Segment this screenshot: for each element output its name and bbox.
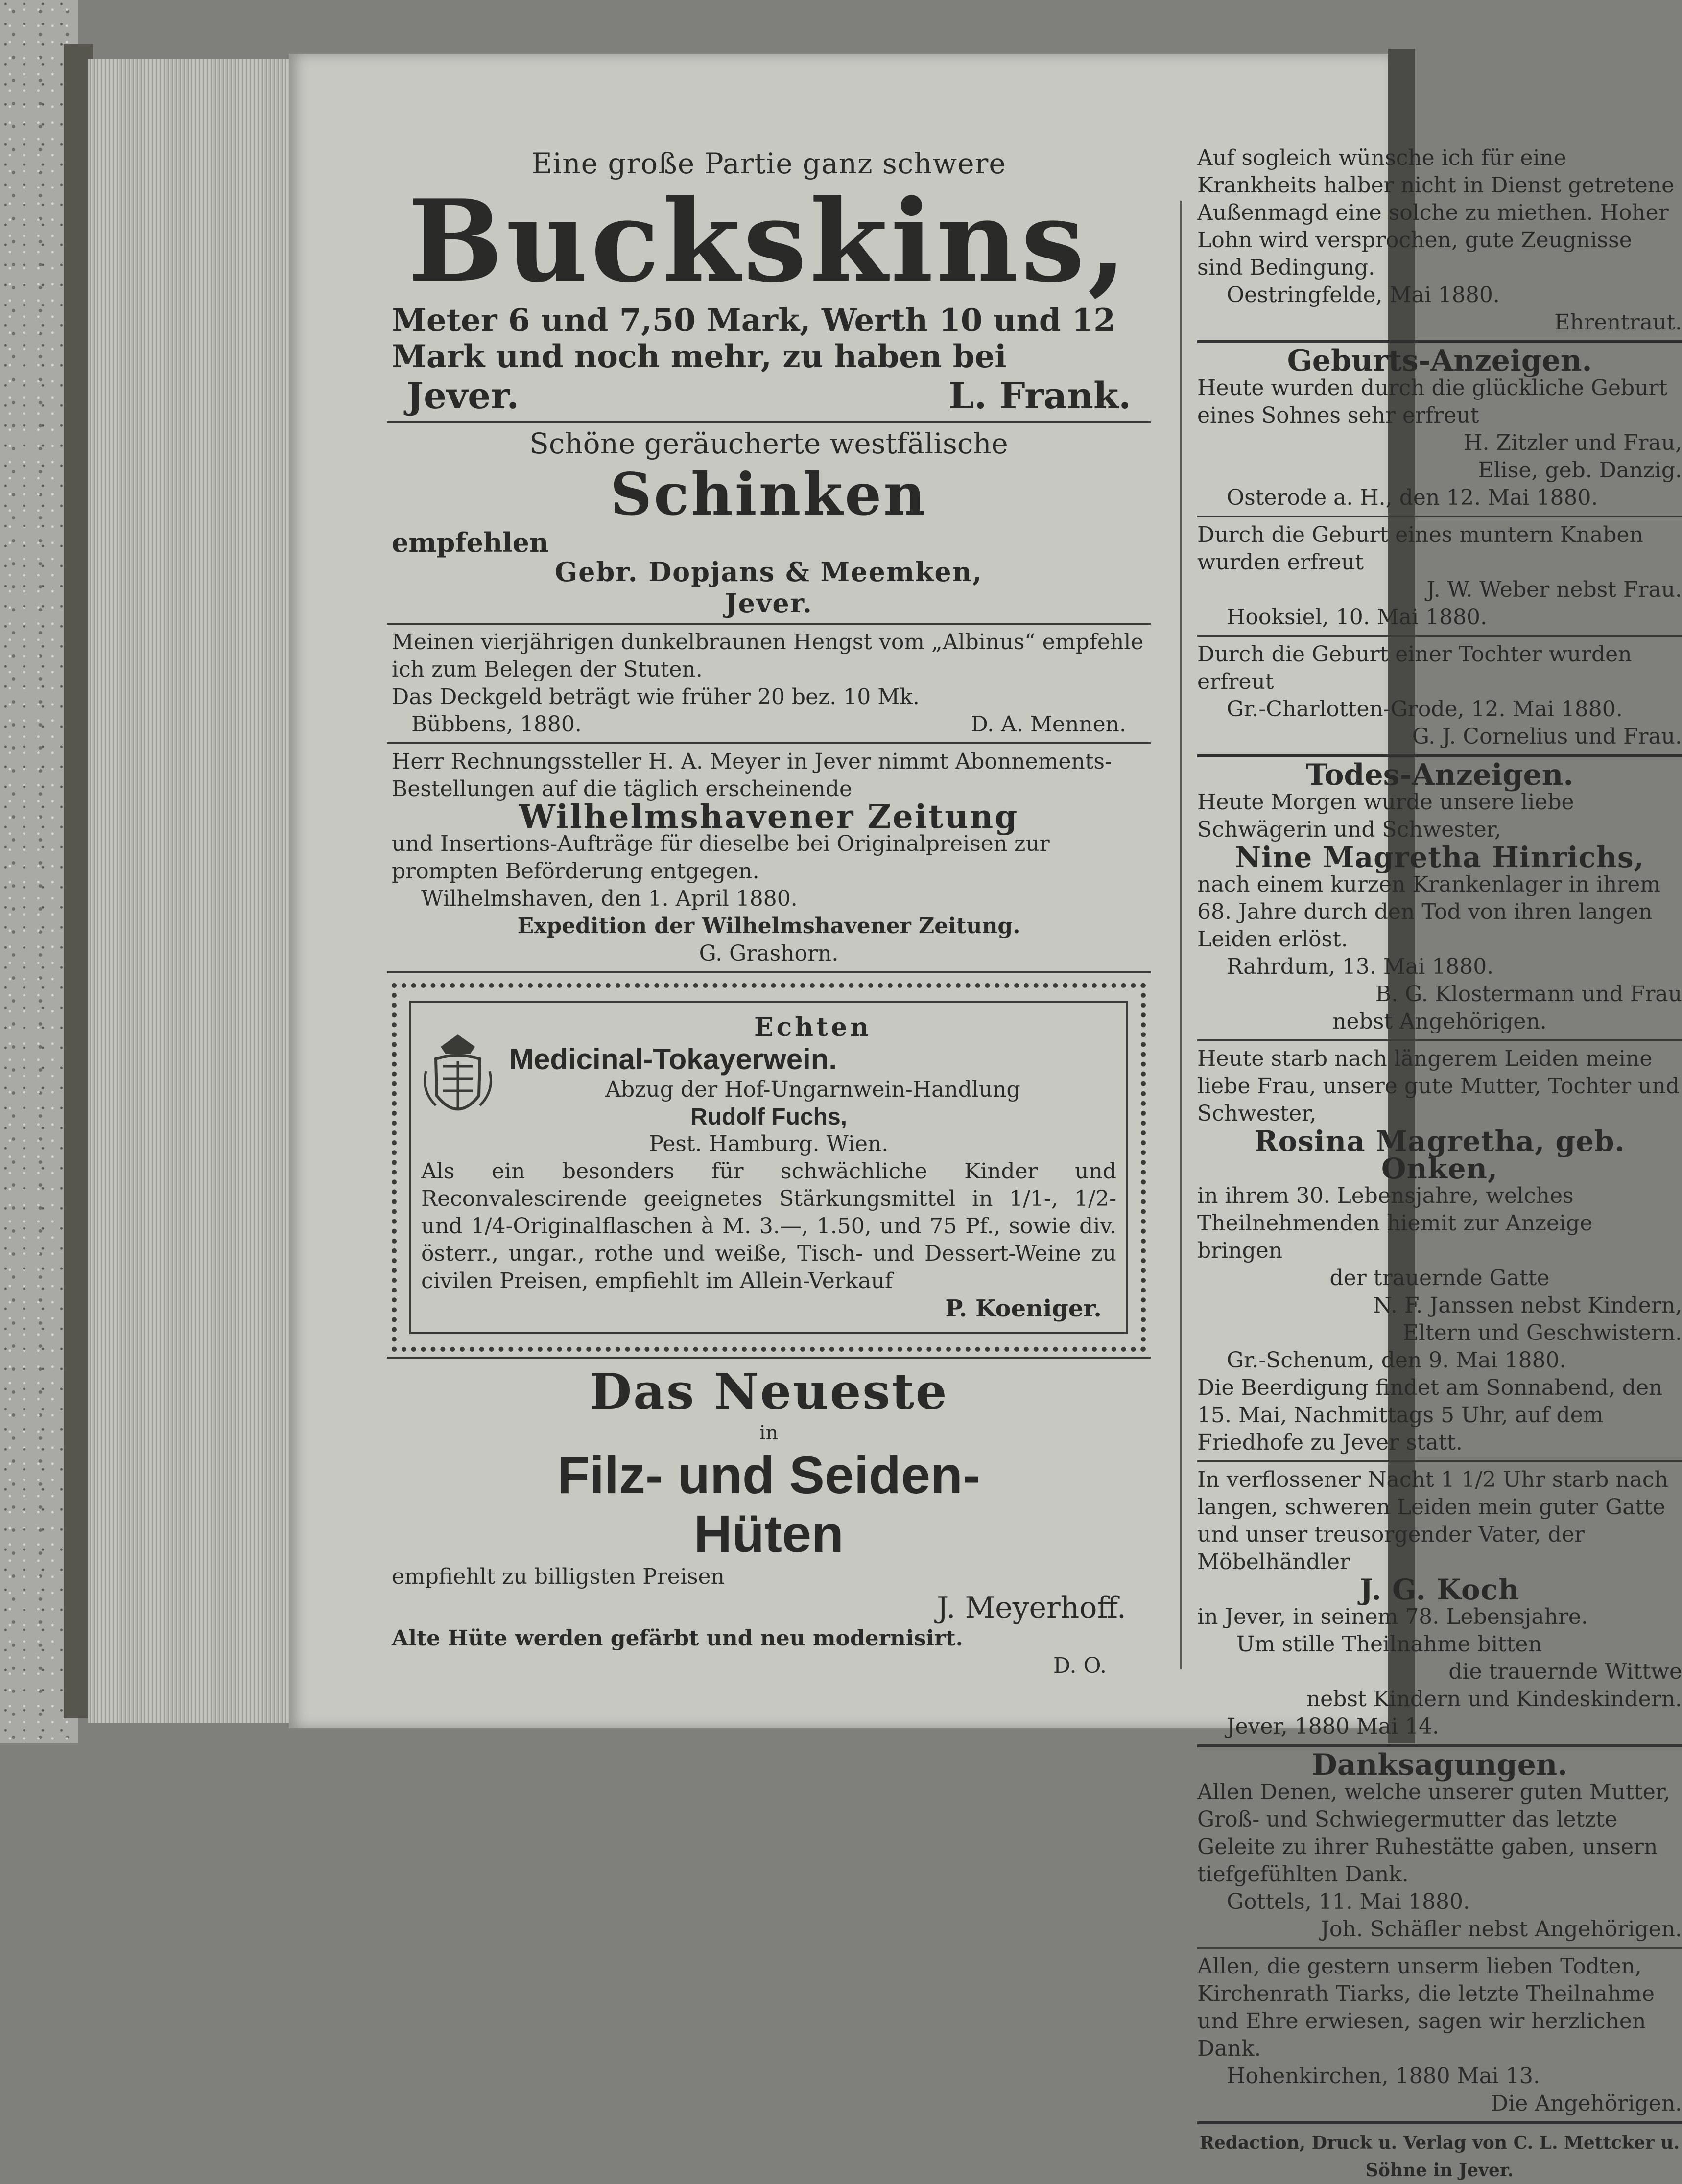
hueten-in: in (759, 1422, 779, 1444)
tod-3-text: In verflossener Nacht 1 1/2 Uhr starb nach langen, schweren Leiden mein guter Gatte und unser treusorgender Vater, der Möbelhändler (1197, 1467, 1668, 1574)
wz-title: Wilhelmshavener Zeitung (519, 798, 1019, 836)
geburt-3-sig: G. J. Cornelius und Frau. (1412, 724, 1682, 749)
geburt-1-sig2: Elise, geb. Danzig. (1478, 458, 1682, 483)
hengst-text: Meinen vierjährigen dunkelbraunen Hengst vom „Albinus“ empfehle ich zum Belegen der Stuten. (392, 630, 1144, 682)
hueten-name: J. Meyerhoff. (937, 1591, 1126, 1625)
schinken-firm: Gebr. Dopjans & Meemken, (555, 556, 983, 587)
page-stack-edge (88, 59, 294, 1723)
divider (387, 1357, 1151, 1359)
geburt-1 (1197, 375, 1682, 512)
magd-body: Auf sogleich wünsche ich für eine Krankheits halber nicht in Dienst getretene Außenmagd eine solche zu miethen. Hoher Lohn wird versprochen, gute Zeugnisse sind Bedingung. (1197, 145, 1675, 280)
tod-1-body: nach einem kurzen Krankenlager in ihrem 68. Jahre durch den Tod von ihren langen Leiden erlöst. (1197, 872, 1660, 952)
tod-1 (1197, 789, 1682, 1035)
buckskins-signature (392, 375, 1146, 417)
dank-1-sig: Joh. Schäfler nebst Angehörigen. (1321, 1917, 1682, 1942)
ad-hueten (387, 1362, 1151, 1680)
divider (387, 623, 1151, 625)
dank-1-text: Allen Denen, welche unserer guten Mutter, Groß- und Schwiegermutter das letzte Geleite zu ihrer Ruhestätte gaben, unsern tiefgefühlten Dank. (1197, 1780, 1670, 1887)
geburt-3 (1197, 641, 1682, 751)
ad-schinken (387, 427, 1151, 619)
tokay-echten: Echten (754, 1012, 872, 1042)
hueten-line1: Filz- und Seiden- (557, 1445, 980, 1504)
column-divider (1180, 201, 1182, 1669)
newspaper-page (289, 54, 1682, 2181)
tod-3-date: Jever, 1880 Mai 14. (1227, 1714, 1440, 1739)
wz-body: und Insertions-Aufträge für dieselbe bei Originalpreisen zur prompten Beförderung entgegen. (392, 831, 1050, 884)
buckskins-body: Meter 6 und 7,50 Mark, Werth 10 und 12 Mark und noch mehr, zu haben bei (392, 302, 1115, 375)
tod-2-sig2: N. F. Janssen nebst Kindern, (1373, 1293, 1682, 1318)
divider (1197, 1744, 1682, 1747)
tod-3-name: J. G. Koch (1359, 1573, 1520, 1606)
geburt-1-date: Osterode a. H., den 12. Mai 1880. (1227, 485, 1598, 510)
tod-2-funeral: Die Beerdigung findet am Sonnabend, den 15. Mai, Nachmittags 5 Uhr, auf dem Friedhofe zu Jever statt. (1197, 1375, 1663, 1455)
dank-1-date: Gottels, 11. Mai 1880. (1227, 1889, 1470, 1914)
tokay-cities: Pest. Hamburg. Wien. (649, 1131, 889, 1156)
tod-1-sig1: B. G. Klostermann und Frau (1375, 982, 1682, 1007)
dank-heading: Danksagungen. (1311, 1748, 1568, 1782)
tod-2-sig3: Eltern und Geschwistern. (1402, 1320, 1682, 1345)
tod-3 (1197, 1466, 1682, 1740)
tokay-subtitle: Abzug der Hof-Ungarnwein-Handlung (605, 1077, 1020, 1102)
wz-intro: Herr Rechnungssteller H. A. Meyer in Jever nimmt Abonnements-Bestellungen auf die täglich erscheinende (392, 749, 1112, 801)
geburt-3-text: Durch die Geburt einer Tochter wurden erfreut (1197, 642, 1632, 694)
hueten-alte: Alte Hüte werden gefärbt und neu modernisirt. (392, 1626, 963, 1651)
hengst-signature: D. A. Mennen. (971, 712, 1126, 737)
geburt-3-date: Gr.-Charlotten-Grode, 12. Mai 1880. (1227, 697, 1623, 722)
ad-hengst (387, 629, 1151, 738)
tod-2-sig1: der trauernde Gatte (1329, 1266, 1550, 1291)
geburt-2-sig: J. W. Weber nebst Frau. (1426, 577, 1682, 602)
tod-3-sig1: die trauernde Wittwe (1448, 1659, 1682, 1684)
ad-tokayerwein (409, 1001, 1128, 1334)
divider (1197, 340, 1682, 343)
buckskins-firm: L. Frank. (948, 375, 1131, 417)
divider (387, 421, 1151, 423)
tod-1-text: Heute Morgen wurde unsere liebe Schwägerin und Schwester, (1197, 790, 1574, 842)
schinken-place: Jever. (725, 587, 813, 619)
todes-heading: Todes-Anzeigen. (1305, 758, 1574, 792)
right-column (1197, 144, 1682, 2184)
hengst-place: Bübbens, 1880. (411, 712, 582, 737)
schinken-title: Schinken (610, 460, 928, 528)
schinken-empfehlen: empfehlen (392, 527, 549, 558)
tod-3-body: in Jever, in seinem 78. Lebensjahre. (1197, 1604, 1588, 1629)
left-column (387, 54, 1151, 1680)
divider (1197, 754, 1682, 757)
hueten-title: Das Neueste (589, 1362, 948, 1420)
hueten-do: D. O. (1053, 1653, 1107, 1678)
dank-2-text: Allen, die gestern unserm lieben Todten, Kirchenrath Tiarks, die letzte Theilnahme und Ehre erwiesen, sagen wir herzlichen Dank. (1197, 1954, 1655, 2061)
buckskins-pretitle: Eine große Partie ganz schwere (531, 147, 1006, 180)
tokay-body: Als ein besonders für schwächliche Kinder und Reconvalescirende geeignetes Stärkungsmittel in 1/1-, 1/2- und 1/4-Originalflaschen à M. 3.—, 1.50, und 75 Pf., sowie div. österr., ungar., rothe und weiße, Tisch- und Dessert-Weine zu civilen Preisen, empfiehlt im Allein-Verkauf (421, 1159, 1116, 1293)
coat-of-arms-icon (421, 1032, 495, 1125)
hengst-fee: Das Deckgeld beträgt wie früher 20 bez. 10 Mk. (392, 684, 920, 709)
tod-2-date: Gr.-Schenum, den 9. Mai 1880. (1227, 1348, 1566, 1373)
divider (1197, 1039, 1682, 1041)
hueten-line2: Hüten (694, 1504, 844, 1563)
wz-name: G. Grashorn. (699, 941, 839, 966)
tod-2 (1197, 1045, 1682, 1456)
magd-signature: Ehrentraut. (1554, 310, 1682, 335)
geburt-2-date: Hooksiel, 10. Mai 1880. (1227, 605, 1488, 630)
dank-2-date: Hohenkirchen, 1880 Mai 13. (1227, 2064, 1540, 2089)
tod-2-name: Rosina Magretha, geb. Onken, (1254, 1125, 1625, 1185)
divider (1197, 2121, 1682, 2124)
buckskins-place: Jever. (406, 375, 520, 417)
magd-date: Oestringfelde, Mai 1880. (1227, 282, 1500, 307)
hueten-empfehlung: empfiehlt zu billigsten Preisen (392, 1564, 725, 1589)
geburts-heading: Geburts-Anzeigen. (1287, 344, 1592, 378)
tokay-firm: Rudolf Fuchs, (690, 1104, 847, 1130)
dank-1 (1197, 1779, 1682, 1943)
divider (387, 742, 1151, 744)
geburt-1-text: Heute wurden durch die glückliche Geburt eines Sohnes sehr erfreut (1197, 376, 1668, 428)
tod-3-sig2: nebst Kindern und Kindeskindern. (1306, 1687, 1682, 1712)
tokay-title: Medicinal-Tokayerwein. (509, 1043, 837, 1076)
divider (1197, 1460, 1682, 1462)
imprint-footer: Redaction, Druck u. Verlag von C. L. Mettcker u. Söhne in Jever. (1199, 2133, 1680, 2181)
ad-wilhelmshavener-zeitung (387, 748, 1151, 967)
wz-date: Wilhelmshaven, den 1. April 1880. (421, 886, 798, 911)
ad-magd (1197, 144, 1682, 336)
tod-1-sig2: nebst Angehörigen. (1332, 1009, 1547, 1034)
wz-expedition: Expedition der Wilhelmshavener Zeitung. (517, 914, 1020, 939)
tokay-signature: P. Koeniger. (945, 1295, 1102, 1322)
dank-2 (1197, 1953, 1682, 2117)
geburt-2 (1197, 521, 1682, 631)
divider (387, 971, 1151, 973)
ad-tokayerwein-frame (392, 983, 1146, 1352)
dank-2-sig: Die Angehörigen. (1491, 2091, 1682, 2116)
geburt-1-sig1: H. Zitzler und Frau, (1464, 430, 1682, 455)
tod-1-date: Rahrdum, 13. Mai 1880. (1227, 954, 1494, 979)
geburt-2-text: Durch die Geburt eines muntern Knaben wurden erfreut (1197, 522, 1643, 575)
buckskins-title: Buckskins, (407, 175, 1130, 307)
tod-2-text: Heute starb nach längerem Leiden meine liebe Frau, unsere gute Mutter, Tochter und Schwester, (1197, 1046, 1680, 1126)
divider (1197, 516, 1682, 517)
divider (1197, 635, 1682, 637)
tod-1-name: Nine Magretha Hinrichs, (1235, 841, 1644, 874)
divider (1197, 1947, 1682, 1949)
schinken-pretitle: Schöne geräucherte westfälische (529, 427, 1008, 460)
ad-buckskins (387, 147, 1151, 417)
tod-3-request: Um stille Theilnahme bitten (1236, 1632, 1542, 1657)
tod-2-body: in ihrem 30. Lebensjahre, welches Theilnehmenden hiemit zur Anzeige bringen (1197, 1183, 1593, 1263)
